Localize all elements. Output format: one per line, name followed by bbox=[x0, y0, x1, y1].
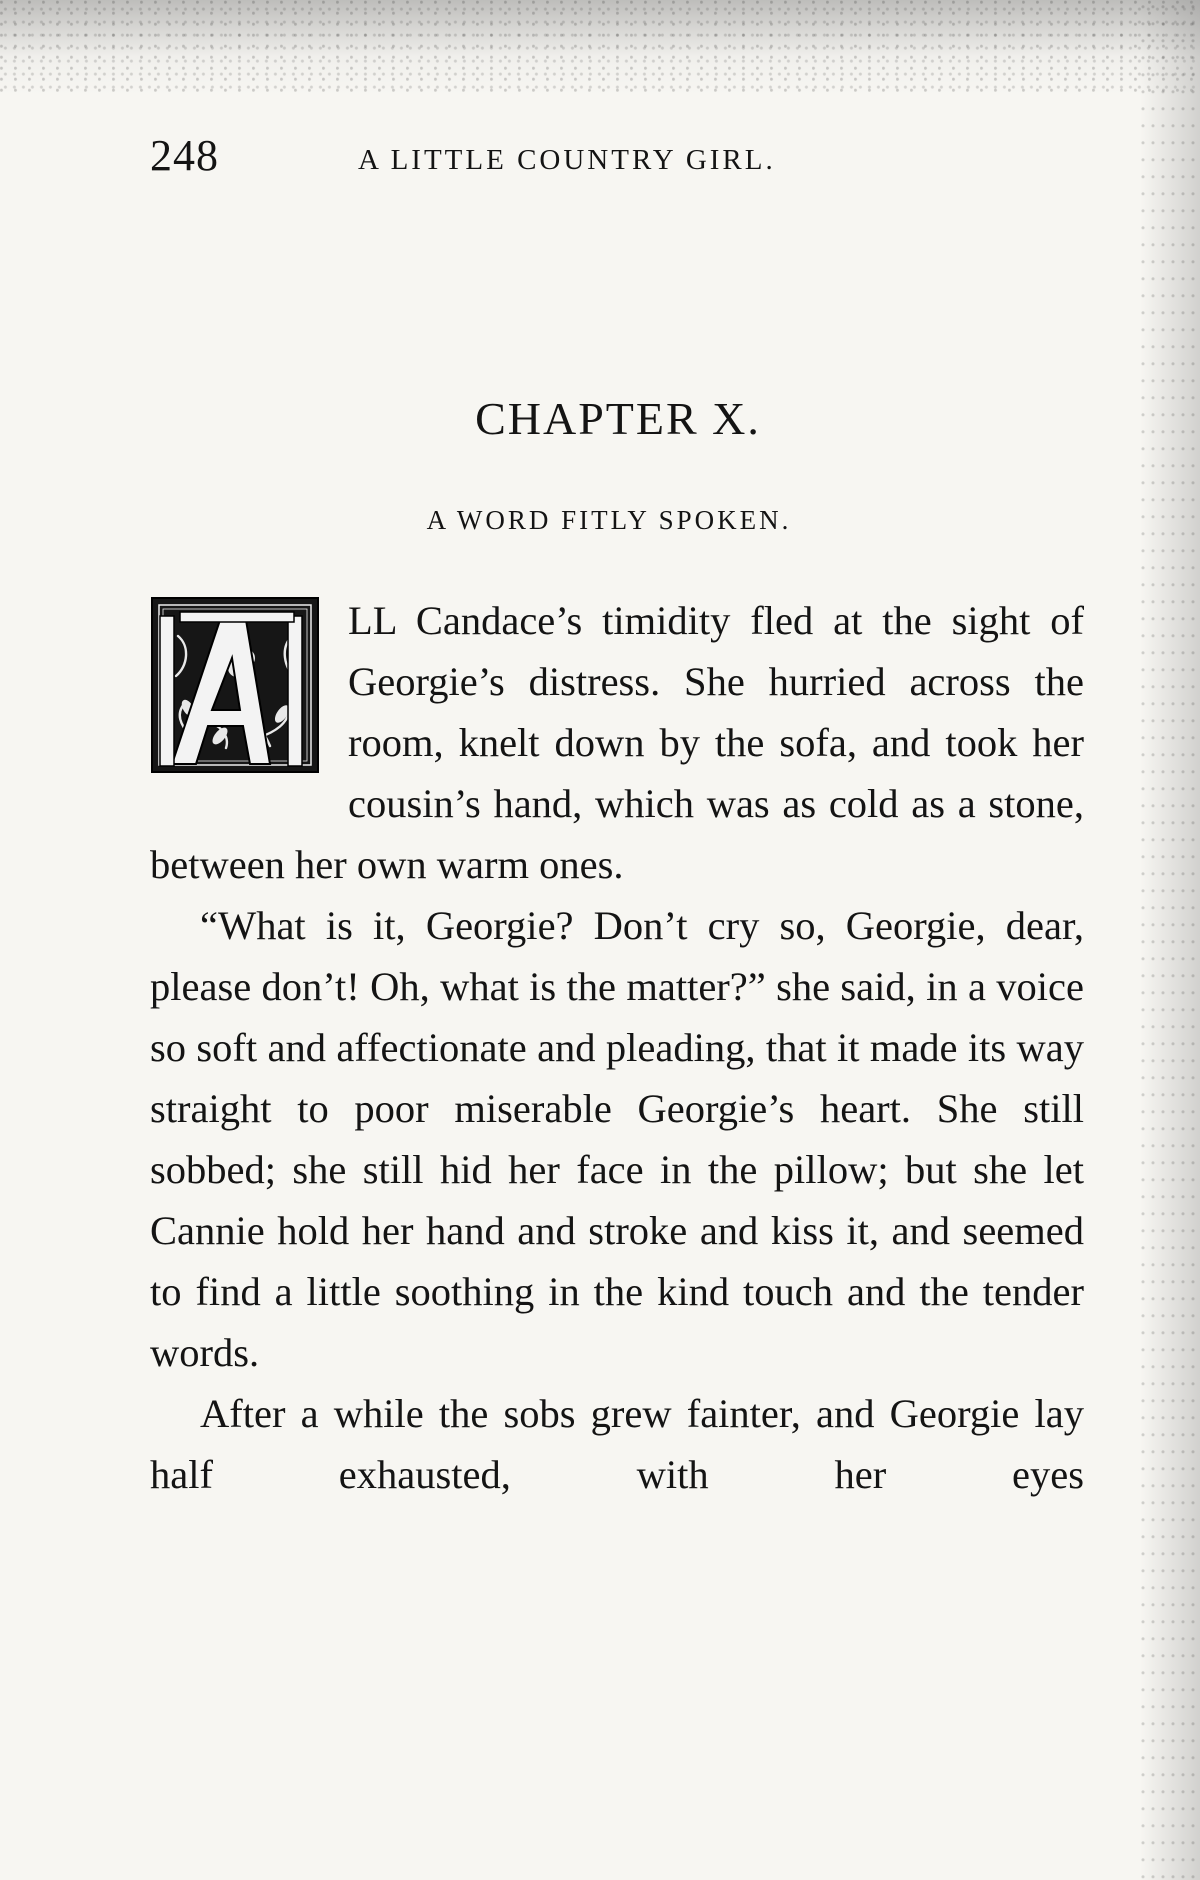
running-head bbox=[150, 130, 1090, 190]
chapter-subtitle: A WORD FITLY SPOKEN. bbox=[426, 505, 792, 535]
running-title: A LITTLE COUNTRY GIRL. bbox=[358, 144, 776, 176]
page-edge-speckle-top bbox=[0, 0, 1200, 95]
page-number: 248 bbox=[150, 131, 219, 180]
body-text bbox=[150, 590, 1084, 1505]
paragraph-1 bbox=[150, 590, 1084, 895]
drop-cap-ornament bbox=[150, 596, 320, 774]
paragraph-2: “What is it, Georgie? Don’t cry so, Georgie, dear, please don’t! Oh, what is the matter?” she said, in a voice so soft and affectionate and pleading, that it made its way straight to poor miserable Georgie’s heart. She still sobbed; she still hid her face in the pillow; but she let Cannie hold her hand and stroke and kiss it, and seemed to find a little soothing in the kind touch and the tender words. bbox=[150, 903, 1084, 1375]
page-edge-speckle-right bbox=[1140, 0, 1200, 1880]
paragraph-1-text: LL Candace’s timidity fled at the sight of Georgie’s distress. She hurried across the room, knelt down by the sofa, and took her cousin’s hand, which was as cold as a stone, between her own warm ones. bbox=[150, 598, 1084, 887]
ornamental-drop-cap bbox=[150, 596, 320, 774]
chapter-heading: CHAPTER X. bbox=[475, 393, 761, 444]
paragraph-3: After a while the sobs grew fainter, and Georgie lay half exhausted, with her eyes bbox=[150, 1391, 1084, 1497]
